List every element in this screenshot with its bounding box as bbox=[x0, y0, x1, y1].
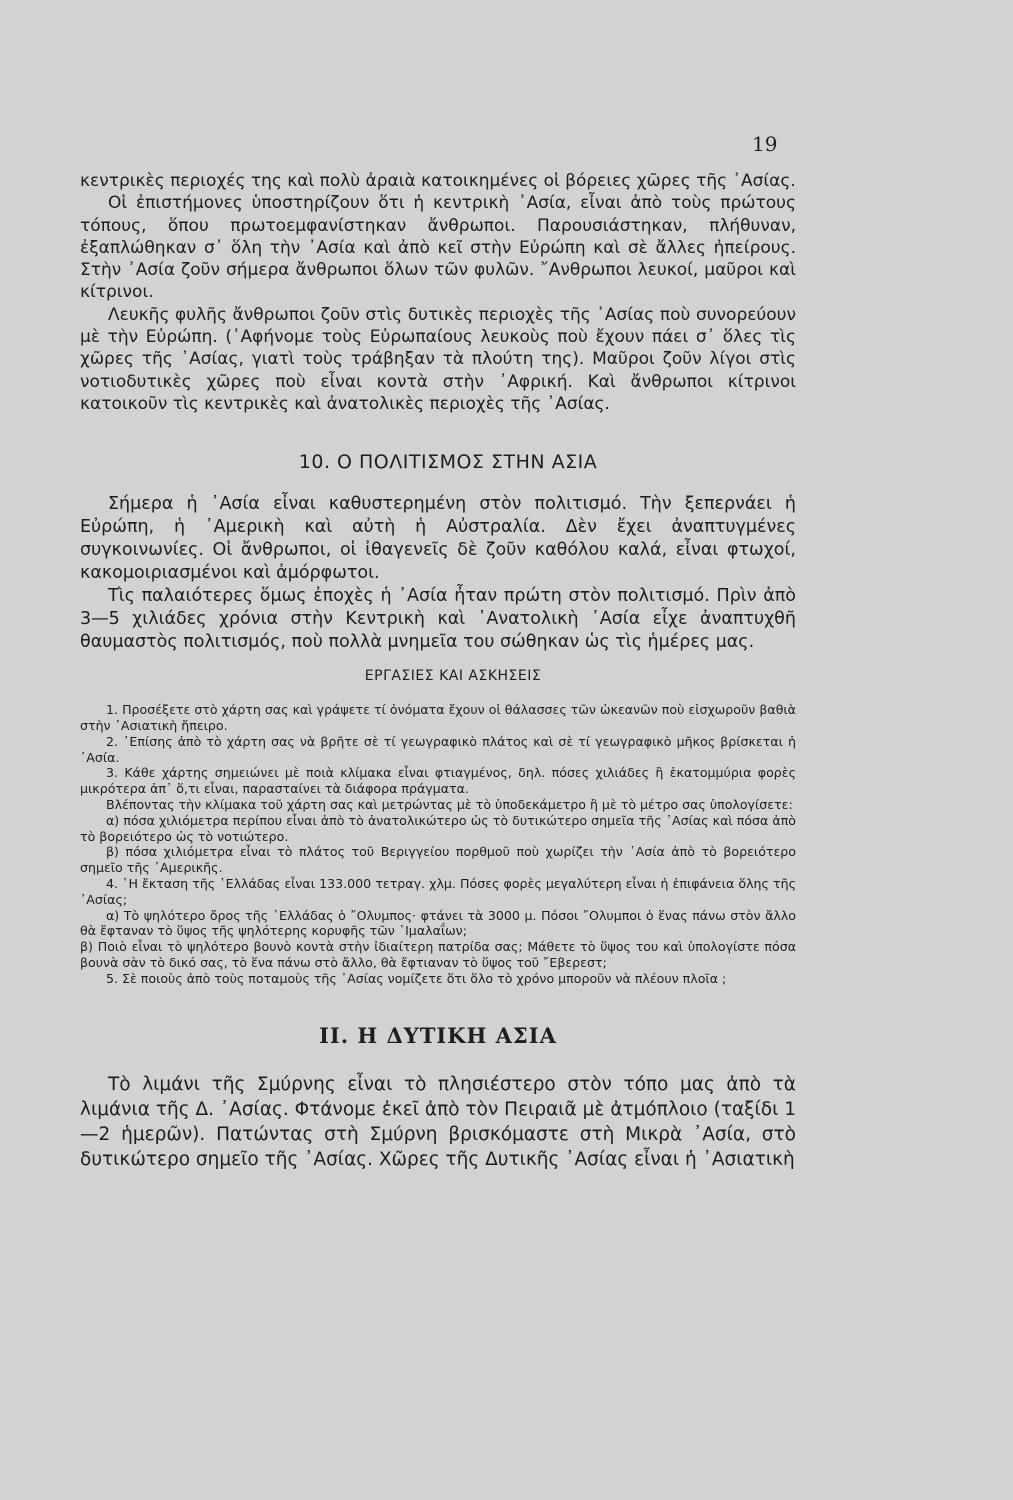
section-paragraph: Σήμερα ἡ ᾿Ασία εἶναι καθυστερημένη στὸν πολιτισμό. Τὴν ξεπερνάει ἡ Εὐρώπη, ἡ ᾿Αμερικὴ καὶ αὐτὴ ἡ Αὐστραλία. Δὲν ἔχει ἀναπτυγμένες συγκοινωνίες. Οἱ ἄνθρωποι, οἱ ἰθαγενεῖς δὲ ζοῦν καθόλου καλά, εἶναι φτωχοί, κακομοιριασμένοι καὶ ἀμόρφωτοι. bbox=[80, 494, 796, 584]
exercise-item: β) Ποιὸ εἶναι τὸ ψηλότερο βουνὸ κοντὰ στὴν ἰδιαίτερη πατρίδα σας; Μάθετε τὸ ὕψος του καὶ ὑπολογίστε πόσα βουνὰ σὰν τὸ δικό σας, τὸ ἕνα πάνω στὸ ἄλλο, θὰ ἔφτιαναν τὸ ὕψος τοῦ ῎Εβερεστ; bbox=[80, 939, 796, 971]
exercise-item: 3. Κάθε χάρτης σημειώνει μὲ ποιὰ κλίμακα εἶναι φτιαγμένος, δηλ. πόσες χιλιάδες ἢ ἑκατομμύρια φορὲς μικρότερα ἀπ᾿ ὅ,τι εἶναι, παρασταίνει τὰ διάφορα πράγματα. bbox=[80, 765, 796, 797]
exercise-item: 5. Σὲ ποιοὺς ἀπὸ τοὺς ποταμοὺς τῆς ᾿Ασίας νομίζετε ὅτι ὅλο τὸ χρόνο μποροῦν νὰ πλέουν πλοῖα ; bbox=[106, 970, 727, 986]
exercise-item: α) Τὸ ψηλότερο ὄρος τῆς ῾Ελλάδας ὁ ῎Ολυμπος· φτάνει τὰ 3000 μ. Πόσοι ῎Ολυμποι ὁ ἕνας πάνω στὸν ἄλλο θὰ ἔφταναν τὸ ὕψος τῆς ψηλότερης κορυφῆς τῶν ῾Ιμαλαΐων; bbox=[80, 907, 796, 939]
intro-paragraph: Λευκῆς φυλῆς ἄνθρωποι ζοῦν στὶς δυτικὲς περιοχὲς τῆς ᾿Ασίας ποὺ συνορεύουν μὲ τὴν Εὐρώπη. (᾿Αφήνομε τοὺς Εὐρωπαίους λευκοὺς ποὺ ἔχουν πάει σ᾿ ὅλες τὶς χῶρες τῆς ᾿Ασίας, γιατὶ τοὺς τράβηξαν τὰ πλούτη της). Μαῦροι ζοῦν λίγοι στὶς νοτιοδυτικὲς χῶρες ποὺ εἶναι κοντὰ στὴν ᾿Αφρική. Καὶ ἄνθρωποι κίτρινοι κατοικοῦν τὶς κεντρικὲς καὶ ἀνατολικὲς περιοχὲς τῆς ᾿Ασίας. bbox=[80, 304, 796, 414]
intro-paragraph: κεντρικὲς περιοχές της καὶ πολὺ ἀραιὰ κατοικημένες οἱ βόρειες χῶρες τῆς ᾿Ασίας. bbox=[80, 171, 796, 191]
section-10-title: 10. Ο ΠΟΛΙΤΙΣΜΟΣ ΣΤΗΝ ΑΣΙΑ bbox=[298, 451, 598, 474]
intro-paragraph: Οἱ ἐπιστήμονες ὑποστηρίζουν ὅτι ἡ κεντρικὴ ᾿Ασία, εἶναι ἀπὸ τοὺς πρώτους τόπους, ὅπου πρωτοεμφανίστηκαν ἄνθρωποι. Παρουσιάστηκαν, πλήθυναν, ἐξαπλώθηκαν σ᾿ ὅλη τὴν ᾿Ασία καὶ ἀπὸ κεῖ στὴν Εὐρώπη καὶ σὲ ἄλλες ἠπείρους. Στὴν ᾿Ασία ζοῦν σήμερα ἄνθρωποι ὅλων τῶν φυλῶν. ῎Ανθρωποι λευκοί, μαῦροι καὶ κίτρινοι. bbox=[80, 193, 796, 303]
section-10-body bbox=[80, 493, 796, 654]
chapter-paragraph: Τὸ λιμάνι τῆς Σμύρνης εἶναι τὸ πλησιέστερο στὸν τόπο μας ἀπὸ τὰ λιμάνια τῆς Δ. ᾿Ασίας. Φτάνομε ἐκεῖ ἀπὸ τὸν Πειραιᾶ μὲ ἀτμόπλοιο (ταξίδι 1—2 ἡμερῶν). Πατώντας στὴ Σμύρνη βρισκόμαστε στὴ Μικρὰ ᾿Ασία, στὸ δυτικώτερο σημεῖο τῆς ᾿Ασίας. Χῶρες τῆς Δυτικῆς ᾿Ασίας εἶναι ἡ ᾿Ασιατικὴ bbox=[80, 1073, 796, 1170]
exercise-item: 4. ῾Η ἔκταση τῆς ῾Ελλάδας εἶναι 133.000 τετραγ. χλμ. Πόσες φορὲς μεγαλύτερη εἶναι ἡ ἐπιφάνεια ὅλης τῆς ᾿Ασίας; bbox=[80, 876, 796, 907]
exercise-item: 2. ᾿Επίσης ἀπὸ τὸ χάρτη σας νὰ βρῆτε σὲ τί γεωγραφικὸ πλάτος καὶ σὲ τί γεωγραφικὸ μῆκος βρίσκεται ἡ ᾿Ασία. bbox=[80, 733, 796, 765]
exercises-list bbox=[80, 702, 796, 986]
section-paragraph: Τὶς παλαιότερες ὅμως ἐποχὲς ἡ ᾿Ασία ἦταν πρώτη στὸν πολιτισμό. Πρὶν ἀπὸ 3—5 χιλιάδες χρόνια στὴν Κεντρικὴ καὶ ᾿Ανατολικὴ ᾿Ασία εἶχε ἀναπτυχθῆ θαυμαστὸς πολιτισμός, ποὺ πολλὰ μνημεῖα του σώθηκαν ὡς τὶς ἡμέρες μας. bbox=[80, 586, 796, 653]
exercise-item: Βλέποντας τὴν κλίμακα τοῦ χάρτη σας καὶ μετρώντας μὲ τὸ ὑποδεκάμετρο ἢ μὲ τὸ μέτρο σας ὑπολογίσετε: bbox=[106, 797, 793, 813]
exercise-item: 1. Προσέξετε στὸ χάρτη σας καὶ γράψετε τί ὀνόματα ἔχουν οἱ θάλασσες τῶν ὠκεανῶν ποὺ εἰσχωροῦν βαθιὰ στὴν ᾿Ασιατικὴ ἤπειρο. bbox=[80, 702, 796, 734]
page-number: 19 bbox=[752, 132, 778, 156]
chapter-title: ΙΙ. Η ΔΥΤΙΚΗ ΑΣΙΑ bbox=[319, 1022, 557, 1048]
page-content bbox=[80, 170, 796, 1172]
chapter-body bbox=[80, 1072, 796, 1172]
intro-text bbox=[80, 170, 796, 415]
exercise-item: β) πόσα χιλιόμετρα εἶναι τὸ πλάτος τοῦ Βεριγγείου πορθμοῦ ποὺ χωρίζει τὴν ᾿Ασία ἀπὸ τὸ βορειότερο σημεῖο τῆς ᾿Αμερικῆς. bbox=[80, 844, 796, 876]
exercises-title: ΕΡΓΑΣΙΕΣ ΚΑΙ ΑΣΚΗΣΕΙΣ bbox=[364, 668, 542, 685]
exercise-item: α) πόσα χιλιόμετρα περίπου εἶναι ἀπὸ τὸ ἀνατολικώτερο ὡς τὸ δυτικώτερο σημεῖα τῆς ᾿Ασίας καὶ πόσα ἀπὸ τὸ βορειότερο ὡς τὸ νοτιώτερο. bbox=[80, 812, 796, 844]
